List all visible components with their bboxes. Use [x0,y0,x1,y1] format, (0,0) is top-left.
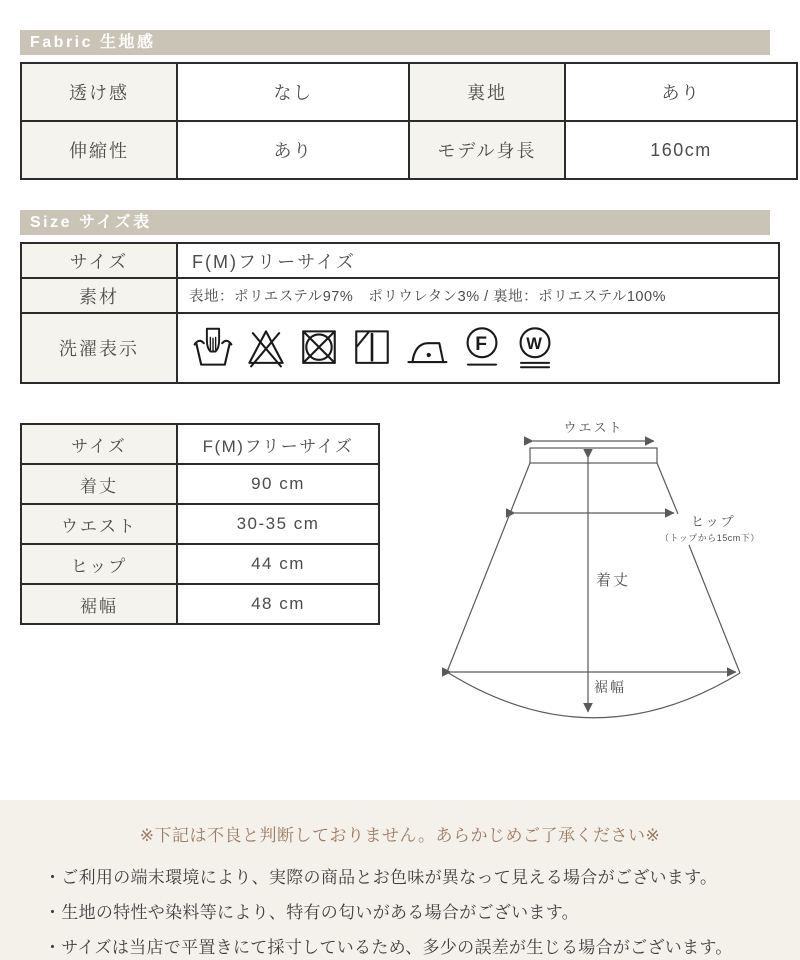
table-row [21,504,379,544]
diagram-length-label: 着丈 [596,572,631,589]
table-row [21,544,379,584]
measure-label-size: サイズ [21,424,177,464]
measure-value-size: F(M)フリーサイズ [177,424,379,464]
list-item: ・ご利用の端末環境により、実際の商品とお色味が異なって見える場合がございます。 [44,868,718,887]
disclaimer-list [44,860,800,960]
measure-value-hip: 44 cm [177,544,379,584]
svg-text:W: W [526,333,544,353]
table-row [21,464,379,504]
care-icons-row [192,324,778,372]
list-item: ・サイズは当店で平置きにて採寸しているため、多少の誤差が生じる場合がございます。 [44,938,733,957]
dry-clean-F-gentle-icon [461,324,503,372]
fabric-label-sheerness: 透け感 [21,63,177,121]
fabric-value-sheerness: なし [177,63,409,121]
measure-label-length: 着丈 [21,464,177,504]
list-item: ・生地の特性や染料等により、特有の匂いがある場合がございます。 [44,903,579,922]
table-row [21,313,779,383]
measure-label-hip: ヒップ [21,544,177,584]
size-info-table [20,242,780,384]
line-dry-in-shade-icon [351,326,393,370]
skirt-measurement-diagram [430,412,790,742]
fabric-table [20,62,798,180]
care-symbols-cell [177,313,779,383]
size-value: F(M)フリーサイズ [177,243,779,278]
diagram-hip-note: （トップから15cm下） [660,533,760,543]
diagram-waist-label: ウエスト [563,420,624,435]
diagram-hem-label: 裾幅 [594,679,626,695]
material-value: 表地：ポリエステル97% ポリウレタン3% / 裏地：ポリエステル100% [177,278,779,313]
svg-text:F: F [475,333,489,355]
diagram-hip-label: ヒップ [691,514,736,529]
fabric-label-lining: 裏地 [409,63,565,121]
size-section-header: Size サイズ表 [20,210,770,235]
iron-low-heat-icon [404,326,450,370]
fabric-section-header: Fabric 生地感 [20,30,770,55]
material-label: 素材 [21,278,177,313]
table-row [21,63,797,121]
fabric-value-lining: あり [565,63,797,121]
fabric-value-stretch: あり [177,121,409,179]
table-row [21,243,779,278]
wet-clean-W-very-gentle-icon [514,324,556,372]
measure-value-hem-width: 48 cm [177,584,379,624]
measurements-table [20,423,380,625]
care-label: 洗濯表示 [21,313,177,383]
fabric-label-stretch: 伸縮性 [21,121,177,179]
table-row [21,584,379,624]
measure-value-length: 90 cm [177,464,379,504]
table-row [21,424,379,464]
hand-wash-icon [192,326,234,370]
size-label: サイズ [21,243,177,278]
table-row [21,121,797,179]
measure-label-hem-width: 裾幅 [21,584,177,624]
table-row [21,278,779,313]
disclaimer-box [0,800,800,960]
measure-label-waist: ウエスト [21,504,177,544]
do-not-tumble-dry-icon [298,326,340,370]
fabric-value-model-height: 160cm [565,121,797,179]
measure-value-waist: 30-35 cm [177,504,379,544]
do-not-bleach-icon [245,326,287,370]
fabric-label-model-height: モデル身長 [409,121,565,179]
disclaimer-title: ※下記は不良と判断しておりません。あらかじめご了承ください※ [139,826,661,845]
